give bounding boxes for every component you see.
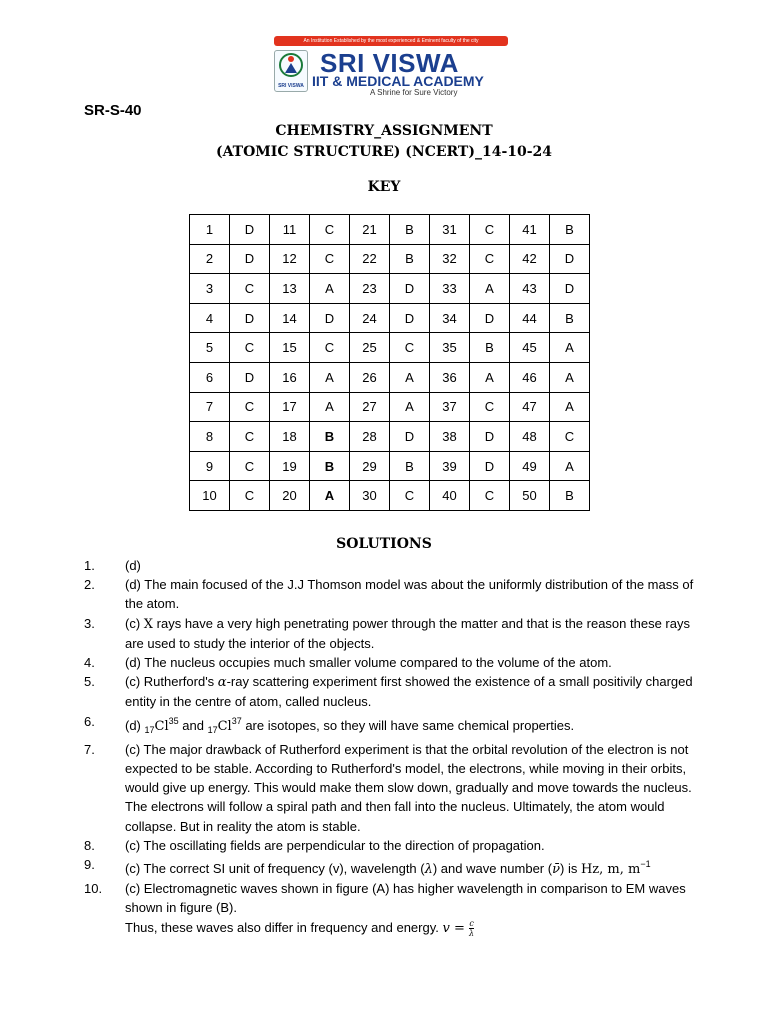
answer-cell: A [550, 451, 590, 481]
solution-text: (c) Rutherford's [125, 674, 218, 690]
question-number-cell: 38 [430, 422, 470, 452]
solution-item [84, 614, 704, 653]
assignment-subtitle: (ATOMIC STRUCTURE) (NCERT)_14-10-24 [215, 144, 553, 160]
question-number-cell: 29 [350, 451, 390, 481]
answer-cell: C [390, 481, 430, 511]
element-symbol: Cl [217, 718, 232, 734]
math-symbol: α [217, 675, 227, 691]
solution-text: (c) The oscillating fields are perpendicular to the direction of propagation. [125, 837, 545, 853]
answer-cell: B [390, 215, 430, 245]
solution-text: (c) The correct SI unit of frequency (v), wavelength ( [125, 861, 425, 877]
answer-cell: B [470, 333, 510, 363]
brand-tagline: A Shrine for Sure Victory [370, 88, 458, 97]
solution-text: (d) [125, 558, 141, 573]
question-number-cell: 18 [270, 422, 310, 452]
solution-text: are isotopes, so they will have same chemical properties. [241, 717, 575, 733]
fraction [469, 919, 474, 938]
answer-cell: D [470, 303, 510, 333]
answer-cell: C [470, 481, 510, 511]
answer-cell: D [390, 422, 430, 452]
equals-sign: = [449, 920, 470, 936]
key-row [190, 215, 590, 245]
question-number-cell: 48 [510, 422, 550, 452]
answer-cell: C [230, 274, 270, 304]
answer-cell: A [310, 362, 350, 392]
atomic-number: 17 [207, 724, 218, 735]
solution-item [84, 556, 704, 575]
answer-cell: A [310, 481, 350, 511]
question-number-cell: 36 [430, 362, 470, 392]
fraction-numerator: c [469, 918, 474, 928]
answer-cell: D [390, 303, 430, 333]
answer-cell: D [230, 303, 270, 333]
answer-cell: C [470, 215, 510, 245]
answer-cell: D [390, 274, 430, 304]
question-number-cell: 50 [510, 481, 550, 511]
answer-cell: C [230, 333, 270, 363]
question-number-cell: 7 [190, 392, 230, 422]
question-number-cell: 33 [430, 274, 470, 304]
answer-cell: C [470, 392, 510, 422]
key-row [190, 451, 590, 481]
answer-cell: D [470, 422, 510, 452]
answer-cell: A [310, 274, 350, 304]
answer-cell: A [390, 392, 430, 422]
brand-name: SRI VISWA [320, 48, 459, 78]
solution-number: 8. [84, 837, 95, 853]
solution-item [84, 672, 704, 711]
key-row [190, 392, 590, 422]
question-number-cell: 47 [510, 392, 550, 422]
question-number-cell: 13 [270, 274, 310, 304]
question-number-cell: 9 [190, 451, 230, 481]
solution-number: 2. [84, 577, 95, 593]
academy-logo-icon [274, 50, 308, 92]
assignment-title: CHEMISTRY_ASSIGNMENT [275, 123, 493, 139]
answer-cell: C [390, 333, 430, 363]
question-number-cell: 14 [270, 303, 310, 333]
solution-item [84, 653, 704, 672]
solution-text: (d) The main focused of the J.J Thomson model was about the uniformly distribution of the mass of the atom. [125, 577, 694, 612]
answer-cell: B [390, 451, 430, 481]
key-row [190, 274, 590, 304]
key-row [190, 422, 590, 452]
math-symbol: v [442, 920, 450, 936]
question-number-cell: 40 [430, 481, 470, 511]
question-number-cell: 17 [270, 392, 310, 422]
si-units: Hz, m, m [580, 862, 641, 878]
question-number-cell: 2 [190, 244, 230, 274]
mass-number: 37 [231, 715, 242, 726]
solution-item [84, 740, 704, 836]
math-symbol: λ [424, 862, 433, 878]
solution-number: 9. [84, 857, 95, 873]
answer-cell: D [230, 362, 270, 392]
solutions-heading: SOLUTIONS [336, 536, 432, 552]
answer-cell: B [550, 303, 590, 333]
solution-text: rays have a very high penetrating power through the matter and that is the reason these rays are used to study the interior of the objects. [125, 615, 690, 651]
answer-cell: C [310, 215, 350, 245]
question-number-cell: 19 [270, 451, 310, 481]
answer-cell: C [310, 244, 350, 274]
solution-number: 3. [84, 615, 95, 631]
question-number-cell: 28 [350, 422, 390, 452]
answer-cell: D [470, 451, 510, 481]
answer-cell: D [550, 274, 590, 304]
mass-number: 35 [168, 715, 179, 726]
question-number-cell: 32 [430, 244, 470, 274]
question-number-cell: 4 [190, 303, 230, 333]
answer-cell: C [550, 422, 590, 452]
question-number-cell: 43 [510, 274, 550, 304]
question-number-cell: 10 [190, 481, 230, 511]
math-symbol: X [143, 616, 154, 632]
solution-text: (d) The nucleus occupies much smaller volume compared to the volume of the atom. [125, 655, 612, 671]
question-number-cell: 11 [270, 215, 310, 245]
question-number-cell: 42 [510, 244, 550, 274]
solution-text: ) and wave number ( [432, 861, 553, 877]
key-row [190, 362, 590, 392]
question-number-cell: 1 [190, 215, 230, 245]
question-number-cell: 31 [430, 215, 470, 245]
question-number-cell: 49 [510, 451, 550, 481]
element-symbol: Cl [154, 718, 169, 734]
question-number-cell: 35 [430, 333, 470, 363]
solution-text: (d) [125, 717, 145, 733]
question-number-cell: 23 [350, 274, 390, 304]
solution-text: (c) The major drawback of Rutherford experiment is that the orbital revolution of the electron is not expected to be stable. According to Rutherford's model, the electrons, while moving in their orbits, would give up energy. This would make them slow down, gradually and move towards the nucleus. The electrons will follow a spiral path and then fall into the nucleus. Ultimately, the atom would collapse. But in reality the atom is stable. [125, 741, 692, 834]
answer-cell: C [230, 392, 270, 422]
solution-number: 10. [84, 881, 103, 897]
question-number-cell: 30 [350, 481, 390, 511]
question-number-cell: 16 [270, 362, 310, 392]
question-number-cell: 22 [350, 244, 390, 274]
answer-cell: A [550, 362, 590, 392]
answer-key-table [189, 214, 590, 511]
solution-item [84, 855, 704, 879]
question-number-cell: 44 [510, 303, 550, 333]
question-number-cell: 25 [350, 333, 390, 363]
brand-subtitle: IIT & MEDICAL ACADEMY [312, 73, 484, 89]
question-number-cell: 21 [350, 215, 390, 245]
atomic-number: 17 [144, 724, 155, 735]
answer-cell: C [470, 244, 510, 274]
answer-cell: B [310, 422, 350, 452]
answer-cell: A [470, 274, 510, 304]
answer-cell: D [230, 215, 270, 245]
question-number-cell: 12 [270, 244, 310, 274]
answer-cell: B [390, 244, 430, 274]
answer-cell: C [230, 451, 270, 481]
header-banner: An Institution Established by the most experienced & Eminent faculty of the city [274, 36, 508, 46]
solution-text: (c) Electromagnetic waves shown in figure (A) has higher wavelength in comparison to EM waves shown in figure (B). [125, 881, 686, 916]
math-symbol: ν̄ [552, 862, 560, 878]
answer-cell: C [310, 333, 350, 363]
key-row [190, 481, 590, 511]
solution-text: -ray scattering experiment first showed the existence of a small positivily charged entity in the centre of atom, called nucleus. [125, 674, 693, 710]
answer-cell: A [550, 333, 590, 363]
question-number-cell: 6 [190, 362, 230, 392]
answer-cell: A [550, 392, 590, 422]
question-number-cell: 34 [430, 303, 470, 333]
solution-item [84, 879, 704, 938]
answer-cell: D [230, 244, 270, 274]
solution-item [84, 712, 704, 740]
answer-cell: B [550, 215, 590, 245]
key-row [190, 333, 590, 363]
question-number-cell: 26 [350, 362, 390, 392]
answer-cell: C [230, 422, 270, 452]
solution-item [84, 575, 704, 613]
solution-number: 4. [84, 655, 95, 671]
answer-cell: B [310, 451, 350, 481]
logo-seal-text: SRI VISWA [278, 83, 304, 89]
solution-text: (c) [125, 615, 144, 631]
key-row [190, 244, 590, 274]
solution-number: 5. [84, 674, 95, 690]
answer-cell: B [550, 481, 590, 511]
solution-text: Thus, these waves also differ in frequency and energy. [125, 919, 443, 935]
question-number-cell: 45 [510, 333, 550, 363]
answer-cell: C [230, 481, 270, 511]
answer-cell: D [310, 303, 350, 333]
solution-text: and [178, 717, 208, 733]
solution-number: 6. [84, 713, 95, 729]
question-number-cell: 39 [430, 451, 470, 481]
solution-text: ) is [560, 861, 581, 877]
answer-cell: A [390, 362, 430, 392]
question-number-cell: 8 [190, 422, 230, 452]
question-number-cell: 41 [510, 215, 550, 245]
key-row [190, 303, 590, 333]
solution-number: 1. [84, 558, 95, 573]
question-number-cell: 24 [350, 303, 390, 333]
key-heading: KEY [367, 179, 401, 195]
question-number-cell: 27 [350, 392, 390, 422]
document-code: SR-S-40 [84, 102, 142, 119]
academy-header [270, 36, 510, 98]
question-number-cell: 15 [270, 333, 310, 363]
solution-number: 7. [84, 741, 95, 757]
question-number-cell: 5 [190, 333, 230, 363]
question-number-cell: 3 [190, 274, 230, 304]
question-number-cell: 46 [510, 362, 550, 392]
solutions-list [84, 556, 704, 938]
question-number-cell: 37 [430, 392, 470, 422]
unit-exponent: −1 [640, 859, 651, 870]
answer-cell: D [550, 244, 590, 274]
question-number-cell: 20 [270, 481, 310, 511]
fraction-denominator: λ [469, 928, 475, 938]
answer-cell: A [470, 362, 510, 392]
solution-item [84, 836, 704, 855]
answer-cell: A [310, 392, 350, 422]
